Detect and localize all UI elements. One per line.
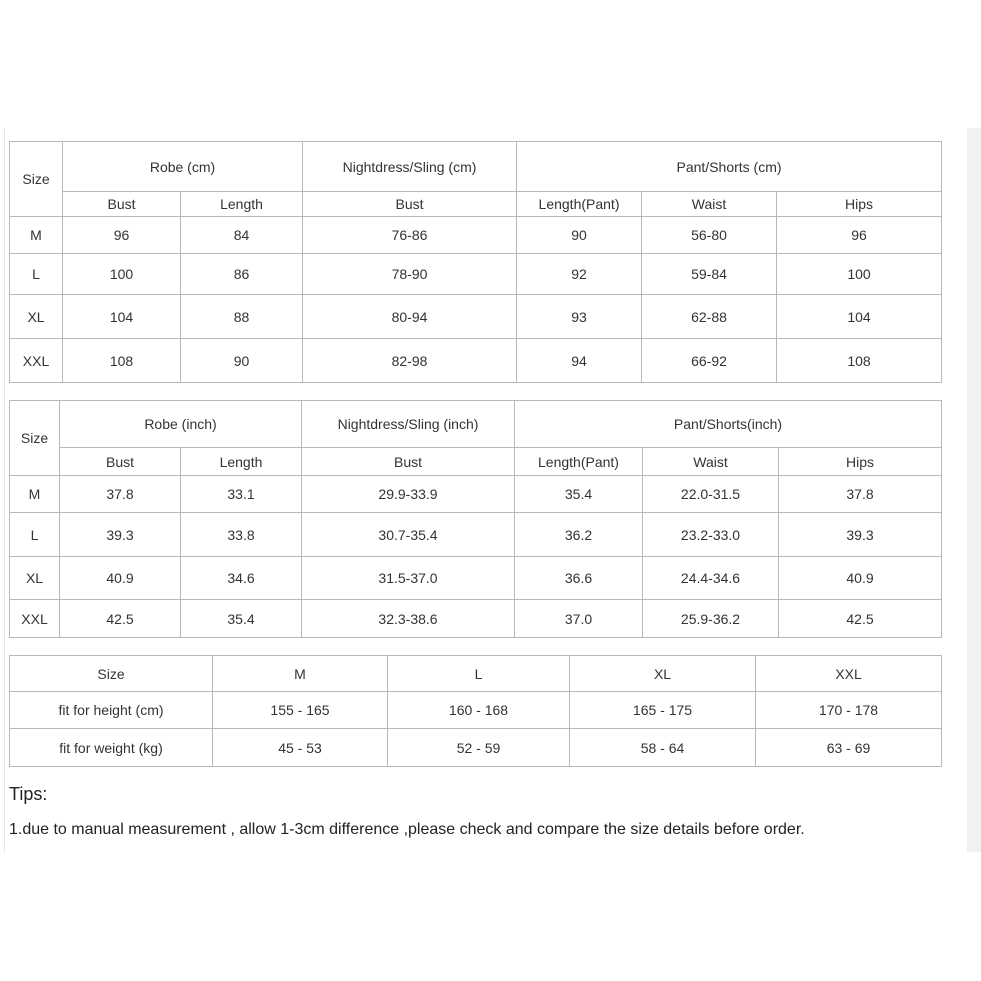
value-cell: 32.3-38.6 [302,600,515,638]
subheader-cell: Hips [777,192,942,217]
subheader-cell: Bust [302,448,515,476]
subheader-cell: Bust [60,448,181,476]
size-cell: XXL [10,339,63,383]
value-cell: 33.8 [181,513,302,557]
size-cell: L [10,513,60,557]
table-row [10,557,942,600]
size-cell: XXL [10,600,60,638]
group-header-nightdress: Nightdress/Sling (inch) [302,401,515,448]
table-row [10,476,942,513]
value-cell: 108 [63,339,181,383]
size-cell: XL [10,295,63,339]
tips-title: Tips: [9,784,48,804]
value-cell: 96 [63,217,181,254]
value-cell: 42.5 [779,600,942,638]
value-cell: 37.8 [779,476,942,513]
group-header-pants: Pant/Shorts(inch) [515,401,942,448]
value-cell: 36.2 [515,513,643,557]
subheader-cell: Bust [63,192,181,217]
value-cell: 39.3 [779,513,942,557]
table-row [10,513,942,557]
subheader-cell: Waist [642,192,777,217]
value-cell: 62-88 [642,295,777,339]
row-label-cell: fit for weight (kg) [10,729,213,767]
value-cell: 90 [181,339,303,383]
size-cell: M [10,476,60,513]
value-cell: 155 - 165 [213,692,388,729]
row-label-cell: fit for height (cm) [10,692,213,729]
value-cell: 78-90 [303,254,517,295]
subheader-cell: Length(Pant) [517,192,642,217]
value-cell: 63 - 69 [756,729,942,767]
value-cell: 86 [181,254,303,295]
value-cell: 40.9 [779,557,942,600]
scrollbar-track[interactable] [967,128,981,852]
value-cell: 34.6 [181,557,302,600]
size-cell: XL [10,557,60,600]
value-cell: 42.5 [60,600,181,638]
size-header: Size [10,401,60,476]
value-cell: 24.4-34.6 [643,557,779,600]
value-cell: 76-86 [303,217,517,254]
value-cell: 23.2-33.0 [643,513,779,557]
fit-table [9,655,942,767]
value-cell: 36.6 [515,557,643,600]
value-cell: 58 - 64 [570,729,756,767]
value-cell: 22.0-31.5 [643,476,779,513]
value-cell: 33.1 [181,476,302,513]
subheader-cell: Bust [303,192,517,217]
value-cell: 56-80 [642,217,777,254]
value-cell: 40.9 [60,557,181,600]
header-cell: L [388,656,570,692]
value-cell: 66-92 [642,339,777,383]
group-header-nightdress: Nightdress/Sling (cm) [303,142,517,192]
table-row [10,254,942,295]
value-cell: 104 [63,295,181,339]
value-cell: 39.3 [60,513,181,557]
table-row [10,692,942,729]
value-cell: 52 - 59 [388,729,570,767]
value-cell: 59-84 [642,254,777,295]
value-cell: 35.4 [181,600,302,638]
size-cell: L [10,254,63,295]
table-row [10,339,942,383]
size-table-cm [9,141,942,383]
table-row [10,295,942,339]
header-cell: M [213,656,388,692]
value-cell: 84 [181,217,303,254]
size-cell: M [10,217,63,254]
table-header-row [10,656,942,692]
header-cell: XL [570,656,756,692]
table-row [10,600,942,638]
value-cell: 37.8 [60,476,181,513]
value-cell: 160 - 168 [388,692,570,729]
subheader-cell: Length [181,448,302,476]
value-cell: 108 [777,339,942,383]
value-cell: 45 - 53 [213,729,388,767]
value-cell: 29.9-33.9 [302,476,515,513]
value-cell: 104 [777,295,942,339]
value-cell: 93 [517,295,642,339]
group-header-pants: Pant/Shorts (cm) [517,142,942,192]
size-table-inch [9,400,942,638]
value-cell: 94 [517,339,642,383]
value-cell: 35.4 [515,476,643,513]
header-cell: Size [10,656,213,692]
subheader-cell: Length(Pant) [515,448,643,476]
value-cell: 30.7-35.4 [302,513,515,557]
value-cell: 170 - 178 [756,692,942,729]
group-header-robe: Robe (inch) [60,401,302,448]
tips-line: 1.due to manual measurement , allow 1-3cm difference ,please check and compare the size details before order. [9,821,805,838]
header-cell: XXL [756,656,942,692]
value-cell: 90 [517,217,642,254]
size-header: Size [10,142,63,217]
table-row [10,729,942,767]
subheader-cell: Waist [643,448,779,476]
value-cell: 80-94 [303,295,517,339]
value-cell: 165 - 175 [570,692,756,729]
value-cell: 25.9-36.2 [643,600,779,638]
subheader-cell: Hips [779,448,942,476]
value-cell: 31.5-37.0 [302,557,515,600]
value-cell: 37.0 [515,600,643,638]
subheader-cell: Length [181,192,303,217]
value-cell: 100 [777,254,942,295]
value-cell: 92 [517,254,642,295]
value-cell: 88 [181,295,303,339]
table-row [10,217,942,254]
value-cell: 82-98 [303,339,517,383]
value-cell: 100 [63,254,181,295]
group-header-robe: Robe (cm) [63,142,303,192]
value-cell: 96 [777,217,942,254]
